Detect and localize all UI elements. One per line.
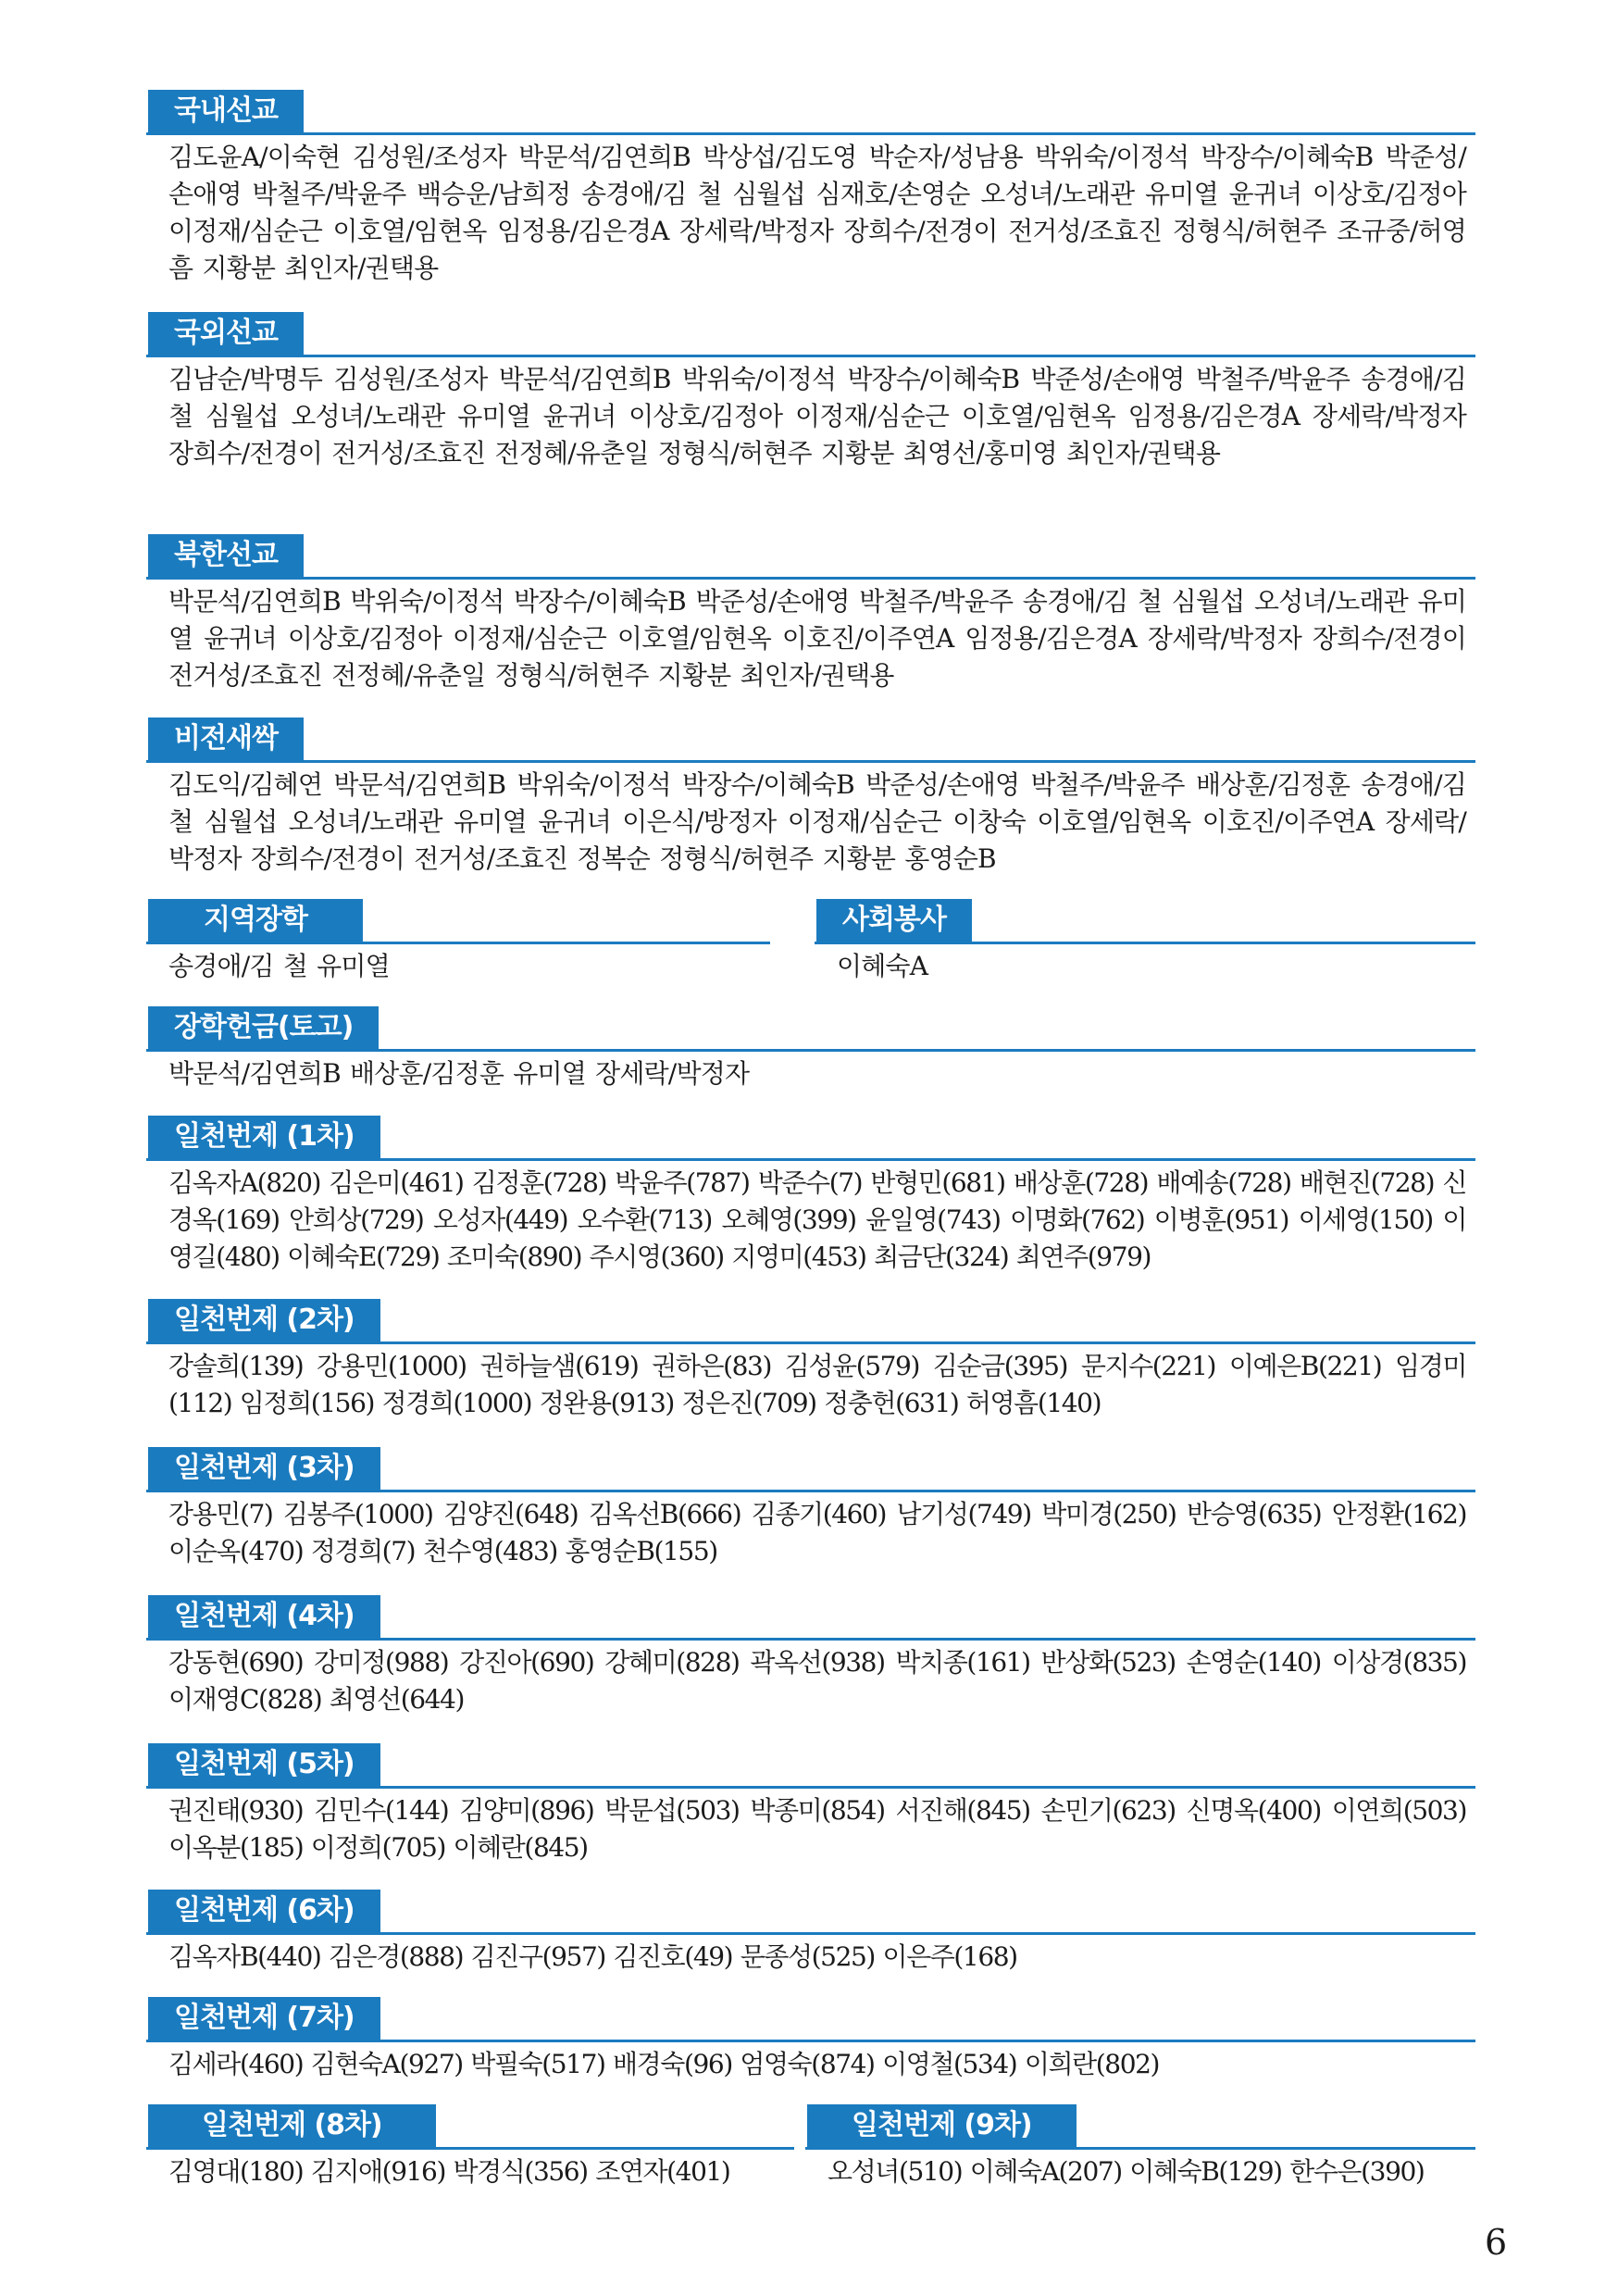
section-ilcheon-1	[146, 1115, 1475, 1276]
section-ilcheon-4	[146, 1594, 1475, 1718]
section-header	[146, 1996, 1475, 2042]
section-scholarship-offering-togo	[146, 1005, 1475, 1092]
section-social-service	[815, 898, 1475, 985]
section-header	[146, 1889, 1475, 1935]
section-title: 일천번제 (7차)	[148, 1997, 380, 2040]
section-title: 일천번제 (4차)	[148, 1595, 380, 1638]
section-header	[146, 311, 1475, 357]
section-domestic-missions	[146, 89, 1475, 287]
section-header	[146, 1298, 1475, 1344]
section-title: 국외선교	[148, 312, 304, 355]
section-header	[146, 1446, 1475, 1492]
section-header	[146, 1742, 1475, 1789]
section-regional-scholarship	[146, 898, 770, 985]
section-names: 송경애/김 철 유미열	[168, 951, 390, 981]
section-header	[805, 2103, 1475, 2150]
section-names: 강솔희(139) 강용민(1000) 권하늘샘(619) 권하은(83) 김성윤(579) 김순금(395) 문지수(221) 이예은B(221) 임경미(112) 임정희(156) 정경희(1000) 정완용(913) 정은진(709) 정충헌(631) 허영흠(140)	[168, 1351, 1466, 1418]
section-ilcheon-7	[146, 1996, 1475, 2083]
section-overseas-missions	[146, 311, 1475, 472]
section-header	[146, 533, 1475, 580]
section-names: 오성녀(510) 이혜숙A(207) 이혜숙B(129) 한수은(390)	[828, 2156, 1425, 2187]
section-names: 권진태(930) 김민수(144) 김양미(896) 박문섭(503) 박종미(854) 서진해(845) 손민기(623) 신명옥(400) 이연희(503) 이옥분(185) 이정희(705) 이혜란(845)	[168, 1795, 1466, 1863]
section-ilcheon-9	[805, 2103, 1475, 2190]
section-title: 일천번제 (9차)	[807, 2104, 1077, 2147]
section-header	[146, 89, 1475, 135]
section-vision-sprouts	[146, 717, 1475, 878]
section-header	[146, 1005, 1475, 1052]
section-ilcheon-6	[146, 1889, 1475, 1976]
section-names: 김도윤A/이숙현 김성원/조성자 박문석/김연희B 박상섭/김도영 박순자/성남용 박위숙/이정석 박장수/이혜숙B 박준성/손애영 박철주/박윤주 백승운/남희정 송경애/김 철 심월섭 심재호/손영순 오성녀/노래관 유미열 윤귀녀 이상호/김정아 이정재/심순근 이호열/임현옥 임정용/김은경A 장세락/박정자 장희수/전경이 전거성/조효진 정형식/허현주 조규중/허영흠 지황분 최인자/권택용	[168, 142, 1466, 283]
section-title: 비전새싹	[148, 718, 304, 760]
section-title: 일천번제 (1차)	[148, 1116, 380, 1158]
section-names: 박문석/김연희B 배상훈/김정훈 유미열 장세락/박정자	[168, 1058, 750, 1089]
section-ilcheon-3	[146, 1446, 1475, 1570]
section-title: 장학헌금(토고)	[148, 1006, 379, 1049]
section-header	[815, 898, 1475, 944]
section-names: 김영대(180) 김지애(916) 박경식(356) 조연자(401)	[168, 2156, 730, 2187]
section-header	[146, 1594, 1475, 1641]
section-title: 국내선교	[148, 90, 304, 132]
section-title: 지역장학	[148, 899, 363, 942]
section-title: 일천번제 (3차)	[148, 1447, 380, 1490]
section-names: 김남순/박명두 김성원/조성자 박문석/김연희B 박위숙/이정석 박장수/이혜숙B 박준성/손애영 박철주/박윤주 송경애/김 철 심월섭 오성녀/노래관 유미열 윤귀녀 이상호/김정아 이정재/심순근 이호열/임현옥 임정용/김은경A 장세락/박정자 장희수/전경이 전거성/조효진 전정혜/유춘일 정형식/허현주 지황분 최영선/홍미영 최인자/권택용	[168, 364, 1466, 468]
section-names: 김도익/김혜연 박문석/김연희B 박위숙/이정석 박장수/이혜숙B 박준성/손애영 박철주/박윤주 배상훈/김정훈 송경애/김 철 심월섭 오성녀/노래관 유미열 윤귀녀 이은식/방정자 이정재/심순근 이창숙 이호열/임현옥 이호진/이주연A 장세락/박정자 장희수/전경이 전거성/조효진 정복순 정형식/허현주 지황분 홍영순B	[168, 769, 1466, 874]
section-ilcheon-2	[146, 1298, 1475, 1422]
section-title: 사회봉사	[816, 899, 972, 942]
section-title: 일천번제 (5차)	[148, 1743, 380, 1786]
section-names: 박문석/김연희B 박위숙/이정석 박장수/이혜숙B 박준성/손애영 박철주/박윤주 송경애/김 철 심월섭 오성녀/노래관 유미열 윤귀녀 이상호/김정아 이정재/심순근 이호열/임현옥 이호진/이주연A 임정용/김은경A 장세락/박정자 장희수/전경이 전거성/조효진 전정혜/유춘일 정형식/허현주 지황분 최인자/권택용	[168, 586, 1466, 691]
section-title: 북한선교	[148, 534, 304, 577]
section-names: 김세라(460) 김현숙A(927) 박필숙(517) 배경숙(96) 엄영숙(874) 이영철(534) 이희란(802)	[168, 2049, 1160, 2079]
section-header	[146, 717, 1475, 763]
section-title: 일천번제 (8차)	[148, 2104, 436, 2147]
section-names: 이혜숙A	[837, 951, 928, 981]
section-names: 김옥자A(820) 김은미(461) 김정훈(728) 박윤주(787) 박준수(7) 반형민(681) 배상훈(728) 배예송(728) 배현진(728) 신경옥(169) 안희상(729) 오성자(449) 오수환(713) 오혜영(399) 윤일영(743) 이명화(762) 이병훈(951) 이세영(150) 이영길(480) 이혜숙E(729) 조미숙(890) 주시영(360) 지영미(453) 최금단(324) 최연주(979)	[168, 1167, 1466, 1272]
section-ilcheon-5	[146, 1742, 1475, 1866]
page-number: 6	[1485, 2222, 1508, 2263]
section-header	[146, 1115, 1475, 1161]
section-header	[146, 2103, 794, 2150]
section-names: 강동현(690) 강미정(988) 강진아(690) 강혜미(828) 곽옥선(938) 박치종(161) 반상화(523) 손영순(140) 이상경(835) 이재영C(828) 최영선(644)	[168, 1647, 1466, 1715]
section-title: 일천번제 (2차)	[148, 1299, 380, 1341]
section-names: 강용민(7) 김봉주(1000) 김양진(648) 김옥선B(666) 김종기(460) 남기성(749) 박미경(250) 반승영(635) 안정환(162) 이순옥(470) 정경희(7) 천수영(483) 홍영순B(155)	[168, 1499, 1466, 1566]
section-header	[146, 898, 770, 944]
section-names: 김옥자B(440) 김은경(888) 김진구(957) 김진호(49) 문종성(525) 이은주(168)	[168, 1941, 1017, 1972]
section-north-korea-missions	[146, 533, 1475, 694]
section-title: 일천번제 (6차)	[148, 1890, 380, 1932]
section-ilcheon-8	[146, 2103, 794, 2190]
